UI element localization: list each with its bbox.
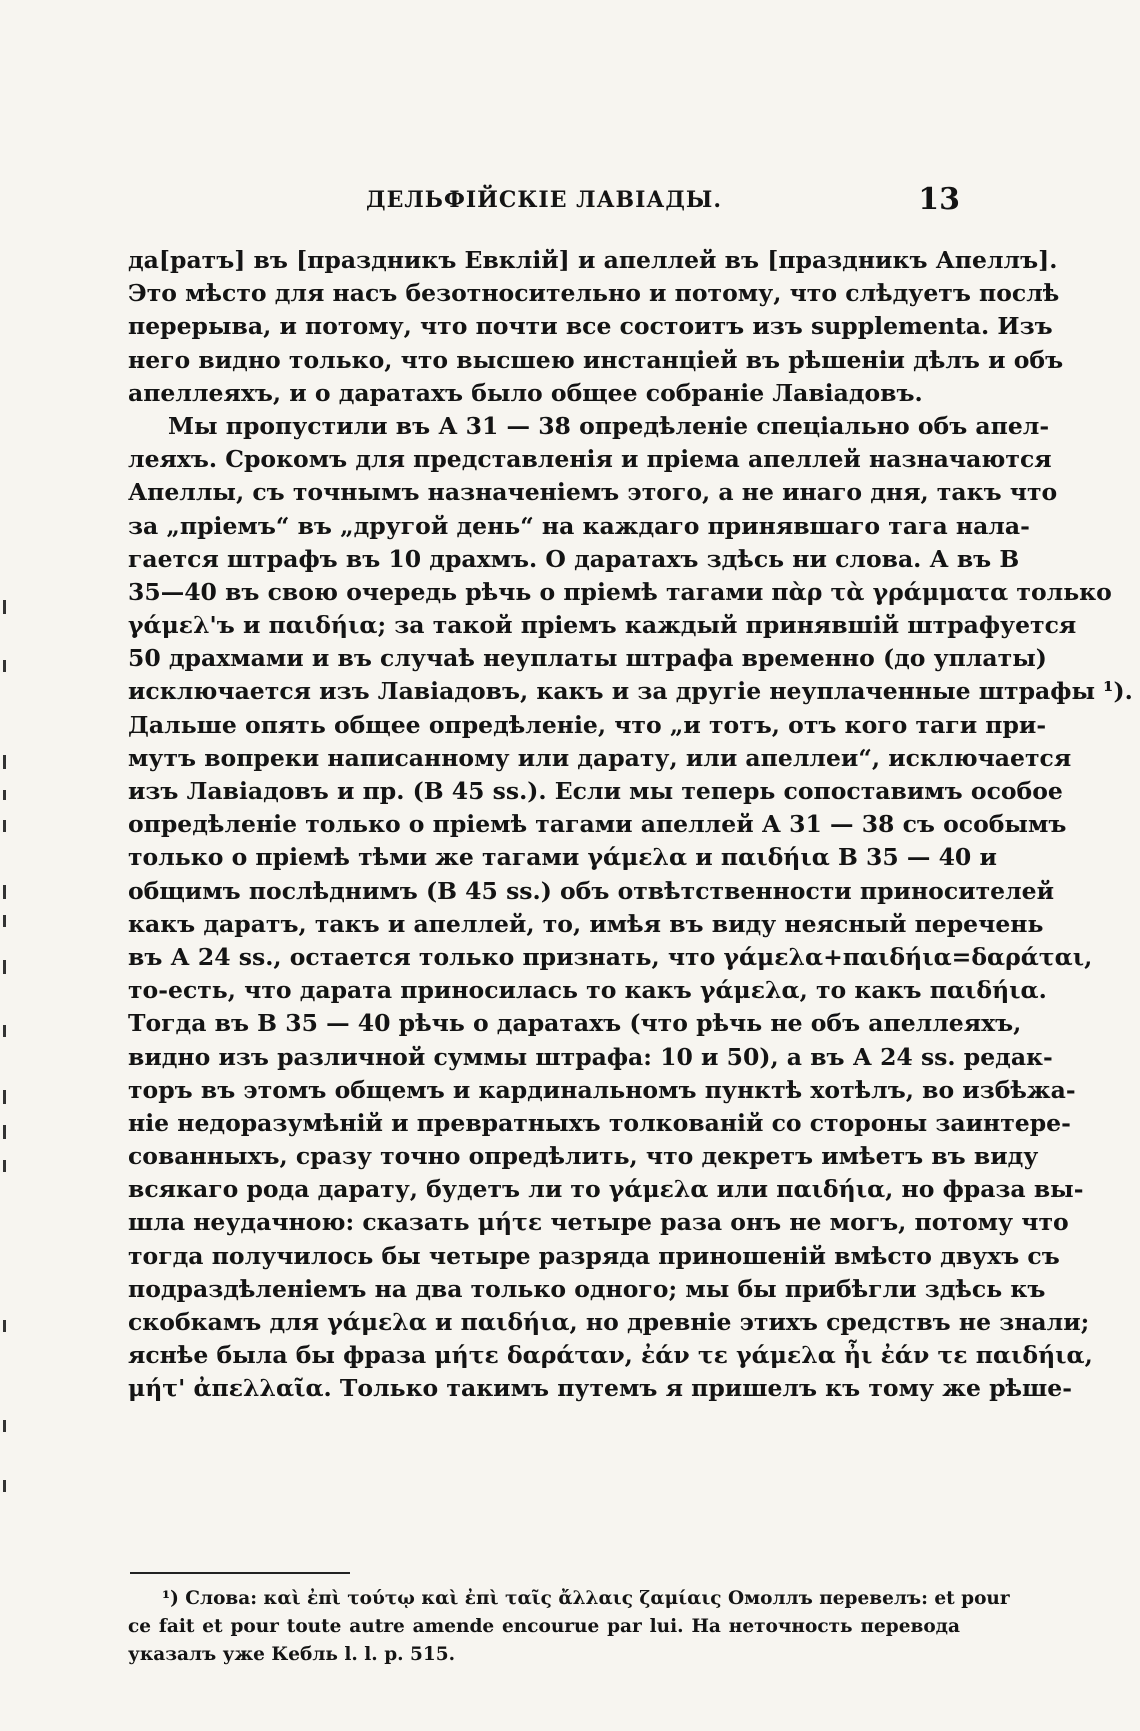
scan-mark	[3, 960, 6, 974]
scan-mark	[3, 1090, 6, 1104]
text-line: да[ратъ] въ [праздникъ Евклій] и апеллей въ [праздникъ Апеллъ].	[128, 246, 1058, 274]
text-line: Дальше опять общее опредѣленіе, что „и тотъ, отъ кого таги при-	[128, 710, 1047, 739]
text-line: опредѣленіе только о пріемѣ тагами апеллей А 31 — 38 съ особымъ	[128, 810, 1067, 839]
scan-mark	[3, 660, 6, 672]
page-header	[128, 180, 960, 220]
body-text	[128, 244, 1133, 1406]
text-line: Это мѣсто для насъ безотносительно и потому, что слѣдуетъ послѣ	[128, 279, 1060, 308]
text-line: μήτ' ἀπελλαῖα. Только такимъ путемъ я пришелъ къ тому же рѣше-	[128, 1374, 1073, 1403]
text-line: исключается изъ Лавіадовъ, какъ и за другіе неуплаченные штрафы ¹).	[128, 677, 1133, 706]
page-number: 13	[918, 182, 960, 217]
text-line: шла неудачною: сказать μήτε четыре раза онъ не могъ, потому что	[128, 1208, 1069, 1237]
text-line: ніе недоразумѣній и превратныхъ толкованій со стороны заинтере-	[128, 1108, 1071, 1137]
footnote-line: ¹) Слова: καὶ ἐπὶ τούτῳ καὶ ἐπὶ ταῖς ἄλλαις ζαμίαις Омоллъ перевелъ: et pour	[162, 1588, 1010, 1609]
scan-mark	[3, 600, 6, 614]
text-line: только о пріемѣ тѣми же тагами γάμελα и παιδήια В 35 — 40 и	[128, 843, 997, 872]
text-line: видно изъ различной суммы штрафа: 10 и 50), а въ А 24 ss. редак-	[128, 1042, 1053, 1071]
scan-mark	[3, 1160, 6, 1172]
text-line: всякаго рода дарату, будетъ ли то γάμελα или παιδήια, но фраза вы-	[128, 1175, 1084, 1204]
footnote-line: ce fait et pour toute autre amende encourue par lui. На неточность перевода	[128, 1616, 960, 1637]
footnote-separator	[130, 1572, 350, 1574]
scan-mark	[3, 915, 6, 927]
scan-mark	[3, 885, 6, 899]
scan-mark	[3, 1025, 6, 1037]
text-line: 35—40 въ свою очередь рѣчь о пріемѣ тагами πὰρ τὰ γράμματα только	[128, 577, 1112, 606]
scan-mark	[3, 1420, 6, 1432]
text-line: скобкамъ для γάμελα и παιδήια, но древніе этихъ средствъ не знали;	[128, 1308, 1090, 1336]
scan-mark	[3, 1320, 6, 1332]
text-line: перерыва, и потому, что почти все состоитъ изъ supplementa. Изъ	[128, 312, 1053, 341]
text-line: то-есть, что дарата приносилась то какъ γάμελα, то какъ παιδήια.	[128, 976, 1047, 1005]
text-line: Апеллы, съ точнымъ назначеніемъ этого, а не инаго дня, такъ что	[128, 478, 1058, 507]
text-line: за „пріемъ“ въ „другой день“ на каждаго принявшаго тага нала-	[128, 511, 1030, 540]
text-line: общимъ послѣднимъ (В 45 ss.) объ отвѣтственности приносителей	[128, 876, 1055, 905]
text-line: тогда получилось бы четыре разряда приношеній вмѣсто двухъ съ	[128, 1241, 1060, 1270]
text-line: подраздѣленіемъ на два только одного; мы бы прибѣгли здѣсь къ	[128, 1274, 1046, 1303]
text-line: яснѣе была бы фраза μήτε δαράταν, ἐάν τε γάμελα ἦι ἐάν τε παιδήια,	[128, 1341, 1093, 1370]
footnote-line: указалъ уже Кебль l. l. p. 515.	[128, 1644, 456, 1665]
scan-mark	[3, 755, 6, 769]
text-line: какъ даратъ, такъ и апеллей, то, имѣя въ виду неясный перечень	[128, 909, 1044, 938]
text-line: мутъ вопреки написанному или дарату, или апеллеи“, исключается	[128, 743, 1072, 772]
left-margin-scan-marks	[0, 0, 14, 1731]
text-line: него видно только, что высшею инстанціей въ рѣшеніи дѣлъ и объ	[128, 345, 1064, 374]
scan-mark	[3, 1125, 6, 1139]
scan-mark	[3, 820, 6, 832]
scan-mark	[3, 790, 6, 800]
text-line: сованныхъ, сразу точно опредѣлить, что декретъ имѣетъ въ виду	[128, 1142, 1039, 1171]
text-line: апеллеяхъ, и о даратахъ было общее собраніе Лавіадовъ.	[128, 378, 923, 407]
running-head: ДЕЛЬФІЙСКІЕ ЛАВІАДЫ.	[366, 187, 722, 213]
text-line: Мы пропустили въ А 31 — 38 опредѣленіе спеціально объ апел-	[168, 411, 1050, 440]
text-line: гается штрафъ въ 10 драхмъ. О даратахъ здѣсь ни слова. А въ В	[128, 544, 1020, 573]
footnotes	[128, 1585, 1010, 1669]
text-line: 50 драхмами и въ случаѣ неуплаты штрафа временно (до уплаты)	[128, 644, 1047, 673]
text-line: торъ въ этомъ общемъ и кардинальномъ пунктѣ хотѣлъ, во избѣжа-	[128, 1075, 1076, 1104]
text-line: изъ Лавіадовъ и пр. (В 45 ss.). Если мы теперь сопоставимъ особое	[128, 777, 1063, 805]
text-line: γάμελ'ъ и παιδήια; за такой пріемъ каждый принявшій штрафуется	[128, 611, 1077, 640]
scan-mark	[3, 1480, 6, 1492]
text-line: Тогда въ В 35 — 40 рѣчь о даратахъ (что рѣчь не объ апеллеяхъ,	[128, 1009, 1022, 1038]
text-line: леяхъ. Срокомъ для представленія и пріема апеллей назначаются	[128, 445, 1052, 474]
text-line: въ А 24 ss., остается только признать, что γάμελα+παιδήια=δαράται,	[128, 942, 1093, 971]
